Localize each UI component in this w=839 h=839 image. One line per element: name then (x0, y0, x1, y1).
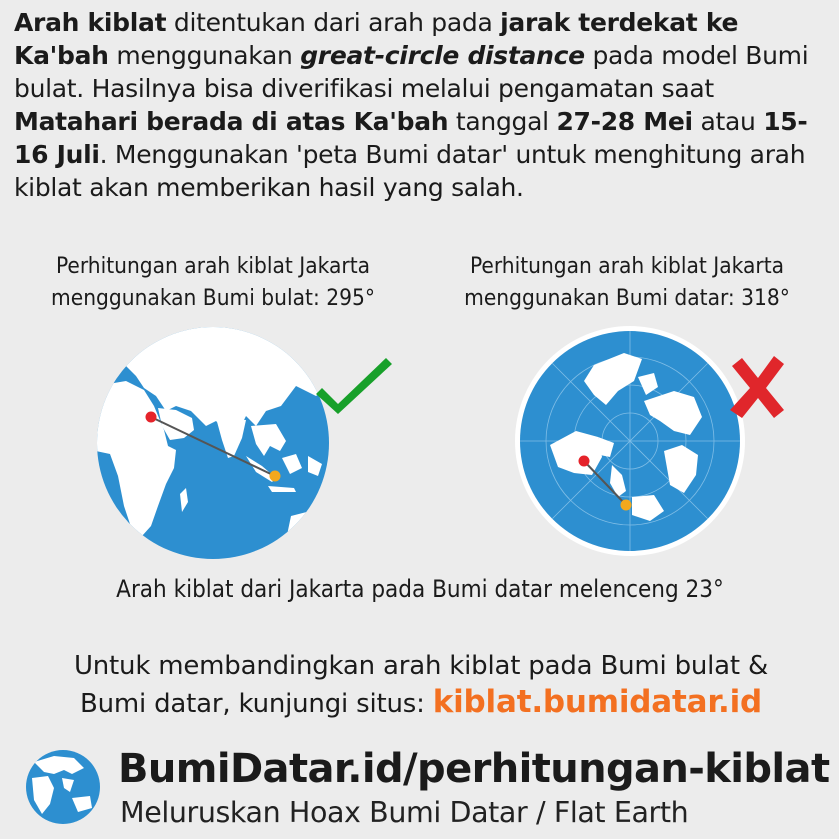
flat-jakarta-marker (621, 500, 632, 511)
visit-line1: Untuk membandingkan arah kiblat pada Bumi bulat & (73, 651, 769, 681)
footer-tagline: Meluruskan Hoax Bumi Datar / Flat Earth (120, 796, 689, 829)
intro-text-5: atau (692, 107, 764, 136)
intro-text-3: pada model Bumi bulat. Hasilnya bisa diverifikasi melalui pengamatan saat (14, 41, 809, 103)
visit-line2: Bumi datar, kunjungi situs: (80, 689, 433, 719)
globe-logo-icon (24, 748, 102, 826)
round-caption-line2: menggunakan Bumi bulat: 295° (51, 285, 375, 311)
flat-kabah-marker (579, 456, 590, 467)
visit-line2-wrap (12, 684, 830, 722)
intro-text-1: ditentukan dari arah pada (166, 8, 501, 37)
cross-icon (728, 356, 786, 418)
deviation-caption: Arah kiblat dari Jakarta pada Bumi datar melenceng 23° (116, 575, 724, 603)
intro-bold-4: Matahari berada di atas Ka'bah (14, 107, 449, 136)
intro-bolditalic-3: great-circle distance (300, 41, 585, 70)
flat-caption-line2: menggunakan Bumi datar: 318° (464, 285, 790, 311)
visit-text (12, 648, 830, 722)
intro-text-6: . Menggunakan 'peta Bumi datar' untuk menghitung arah kiblat akan memberikan hasil yang salah. (14, 140, 806, 202)
flat-earth-caption (432, 250, 822, 314)
round-globe-image (96, 326, 330, 560)
round-earth-caption (18, 250, 408, 314)
intro-paragraph (14, 6, 829, 204)
flat-earth-map-image (514, 325, 746, 557)
intro-bold-2: jarak terdekat ke Ka'bah (14, 8, 739, 70)
intro-bold-1: Arah kiblat (14, 8, 167, 37)
intro-bold-6: 15-16 Juli (14, 107, 808, 169)
footer-title: BumiDatar.id/perhitungan-kiblat (118, 746, 830, 792)
round-caption-line1: Perhitungan arah kiblat Jakarta (55, 253, 371, 279)
kabah-marker (146, 412, 157, 423)
flat-caption-line1: Perhitungan arah kiblat Jakarta (469, 253, 785, 279)
jakarta-marker (270, 471, 281, 482)
intro-text-2: menggunakan (108, 41, 301, 70)
intro-text-4: tanggal (448, 107, 557, 136)
check-icon (316, 352, 394, 416)
site-link[interactable]: kiblat.bumidatar.id (432, 684, 762, 720)
intro-bold-5: 27-28 Mei (556, 107, 693, 136)
